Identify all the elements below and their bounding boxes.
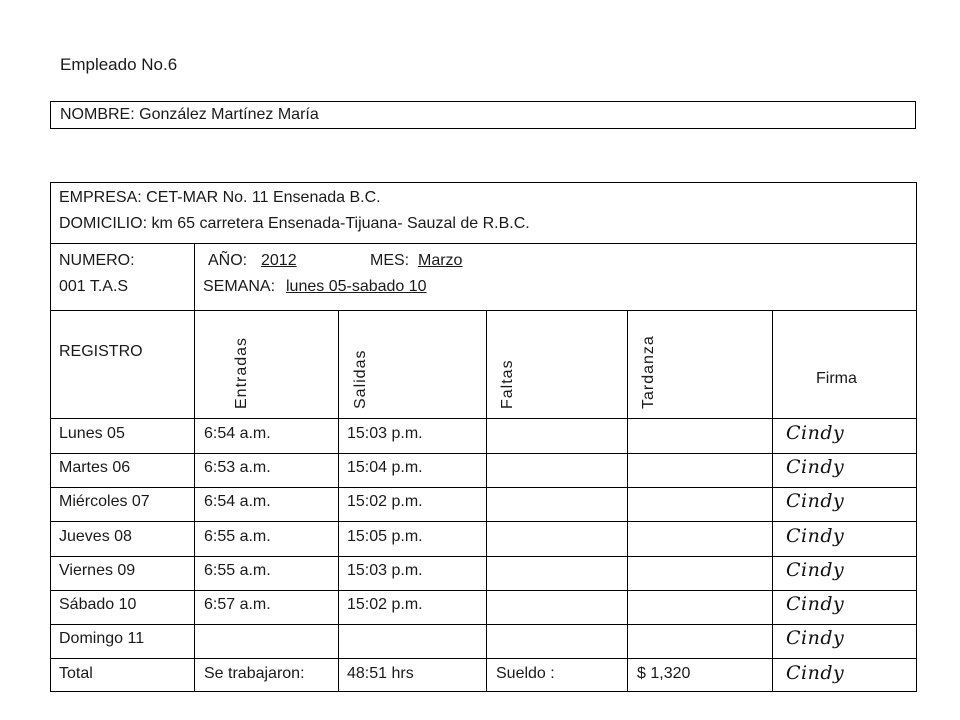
company-name: EMPRESA: CET-MAR No. 11 Ensenada B.C. [59,189,381,206]
signature: Cindy [786,559,845,581]
col-divider [486,310,487,692]
border-bottom [50,691,917,692]
signature: Cindy [786,490,845,512]
row-salida: 15:02 p.m. [347,596,423,613]
divider-row [50,453,917,454]
divider-row [50,624,917,625]
divider-company [50,243,917,244]
row-salida: 15:03 p.m. [347,425,423,442]
row-salida: 15:02 p.m. [347,493,423,510]
row-day: Sábado 10 [59,596,137,613]
divider-row [50,521,917,522]
divider-row [50,590,917,591]
row-day: Domingo 11 [59,630,145,647]
signature: Cindy [786,422,845,444]
signature: Cindy [786,456,845,478]
salary-label: Sueldo : [496,665,555,682]
row-salida: 15:04 p.m. [347,459,423,476]
semana-label: SEMANA: [203,278,276,295]
border-top [50,182,917,183]
signature: Cindy [786,627,845,649]
attendance-table [50,182,917,692]
worked-label: Se trabajaron: [204,665,305,682]
divider-row [50,556,917,557]
row-entrada: 6:57 a.m. [204,596,271,613]
header-faltas: Faltas [499,359,516,409]
signature: Cindy [786,662,845,684]
divider-row [50,487,917,488]
total-label: Total [59,665,93,682]
anio-value: 2012 [261,252,297,269]
numero-value: 001 T.A.S [59,278,129,295]
row-day: Lunes 05 [59,425,125,442]
row-salida: 15:05 p.m. [347,528,423,545]
header-registro: REGISTRO [59,343,143,360]
border-left [50,182,51,692]
signature: Cindy [786,525,845,547]
company-address: DOMICILIO: km 65 carretera Ensenada-Tijuana- Sauzal de R.B.C. [59,215,530,232]
row-entrada: 6:53 a.m. [204,459,271,476]
name-box [50,101,916,129]
signature: Cindy [786,593,845,615]
row-salida: 15:03 p.m. [347,562,423,579]
header-salidas: Salidas [352,349,369,409]
row-entrada: 6:55 a.m. [204,562,271,579]
anio-label: AÑO: [208,252,248,269]
salary-value: $ 1,320 [637,665,691,682]
worked-hours: 48:51 hrs [347,665,414,682]
header-tardanza: Tardanza [640,335,657,409]
header-firma: Firma [816,370,857,387]
row-day: Martes 06 [59,459,131,476]
row-entrada: 6:54 a.m. [204,493,271,510]
row-entrada: 6:55 a.m. [204,528,271,545]
mes-value: Marzo [418,252,463,269]
col-divider [194,243,195,692]
divider-row [50,658,917,659]
divider-info [50,310,917,311]
mes-label: MES: [370,252,410,269]
col-divider [338,310,339,692]
border-right [916,182,917,692]
employee-name: NOMBRE: González Martínez María [60,106,319,123]
col-divider [772,310,773,692]
employee-number: Empleado No.6 [60,55,178,74]
row-day: Miércoles 07 [59,493,150,510]
row-entrada: 6:54 a.m. [204,425,271,442]
numero-label: NUMERO: [59,252,135,269]
header-entradas: Entradas [233,336,250,409]
col-divider [627,310,628,692]
divider-header [50,418,917,419]
semana-value: lunes 05-sabado 10 [286,278,427,295]
row-day: Viernes 09 [59,562,136,579]
row-day: Jueves 08 [59,528,132,545]
